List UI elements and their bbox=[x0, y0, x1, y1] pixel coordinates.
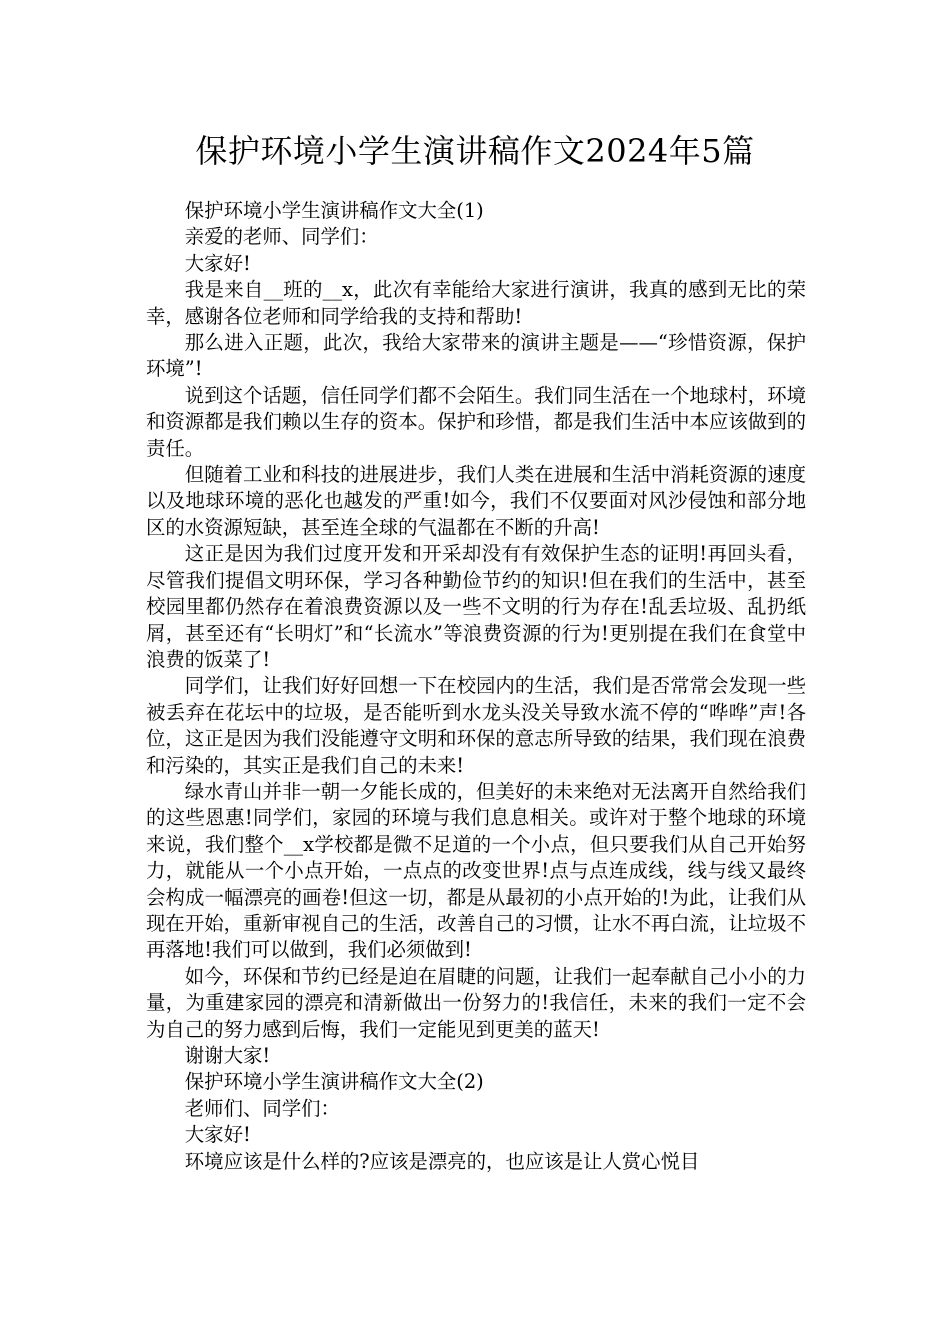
paragraph-conclusion: 如今，环保和节约已经是迫在眉睫的问题，让我们一起奉献自己小小的力量，为重建家园的漂亮和清新做出一份努力的!我信任，未来的我们一定不会为自己的努力感到后悔，我们一定能见到更美的蓝天! bbox=[146, 964, 806, 1041]
greeting-2: 大家好! bbox=[184, 1123, 251, 1147]
paragraph-campus: 同学们，让我们好好回想一下在校园内的生活，我们是否常常会发现一些被丢弃在花坛中的垃圾，是否能听到水龙头没关导致水流不停的“哗哗”声!各位，这正是因为我们没能遵守文明和环保的意志所导致的结果，我们现在浪费和污染的，其实正是我们自己的未来! bbox=[146, 674, 806, 777]
paragraph-problem: 但随着工业和科技的进展进步，我们人类在进展和生活中消耗资源的速度以及地球环境的恶化也越发的严重!如今，我们不仅要面对风沙侵蚀和部分地区的水资源短缺，甚至连全球的气温都在不断的升高! bbox=[146, 463, 806, 539]
salutation: 亲爱的老师、同学们： bbox=[184, 225, 379, 249]
closing-thanks: 谢谢大家! bbox=[184, 1044, 271, 1067]
paragraph-evidence: 这正是因为我们过度开发和开采却没有有效保护生态的证明!再回头看，尽管我们提倡文明环保，学习各种勤俭节约的知识!但在我们的生活中，甚至校园里都仍然存在着浪费资源以及一些不文明的行为存在!乱丢垃圾、乱扔纸屑，甚至还有“长明灯”和“长流水”等浪费资源的行为!更别提在我们在食堂中浪费的饭菜了! bbox=[146, 542, 806, 671]
paragraph-action: 绿水青山并非一朝一夕能长成的，但美好的未来绝对无法离开自然给我们的这些恩惠!同学们，家园的环境与我们息息相关。或许对于整个地球的环境来说，我们整个__x学校都是微不足道的一个小点，但只要我们从自己开始努力，就能从一个小点开始，一点点的改变世界!点与点连成线，线与线又最终会构成一幅漂亮的画卷!但这一切，都是从最初的小点开始的!为此，让我们从现在开始，重新审视自己的生活，改善自己的习惯，让水不再白流，让垃圾不再落地!我们可以做到，我们必须做到! bbox=[146, 779, 806, 962]
salutation-2: 老师们、同学们： bbox=[184, 1096, 340, 1120]
paragraph-intro: 我是来自__班的__x，此次有幸能给大家进行演讲，我真的感到无比的荣幸，感谢各位老师和同学给我的支持和帮助! bbox=[146, 278, 806, 328]
greeting: 大家好! bbox=[184, 251, 251, 275]
document-body bbox=[146, 198, 806, 1175]
document-title: 保护环境小学生演讲稿作文2024年5篇 bbox=[195, 132, 755, 170]
speech-heading-2: 保护环境小学生演讲稿作文大全(2) bbox=[184, 1070, 484, 1094]
paragraph-topic: 说到这个话题，信任同学们都不会陌生。我们同生活在一个地球村，环境和资源都是我们赖以生存的资本。保护和珍惜，都是我们生活中本应该做到的责任。 bbox=[146, 383, 806, 460]
paragraph-theme: 那么进入正题，此次，我给大家带来的演讲主题是——“珍惜资源，保护环境”! bbox=[146, 331, 806, 381]
speech-heading-1: 保护环境小学生演讲稿作文大全(1) bbox=[184, 199, 484, 222]
paragraph-environment: 环境应该是什么样的?应该是漂亮的，也应该是让人赏心悦目 bbox=[184, 1149, 700, 1173]
